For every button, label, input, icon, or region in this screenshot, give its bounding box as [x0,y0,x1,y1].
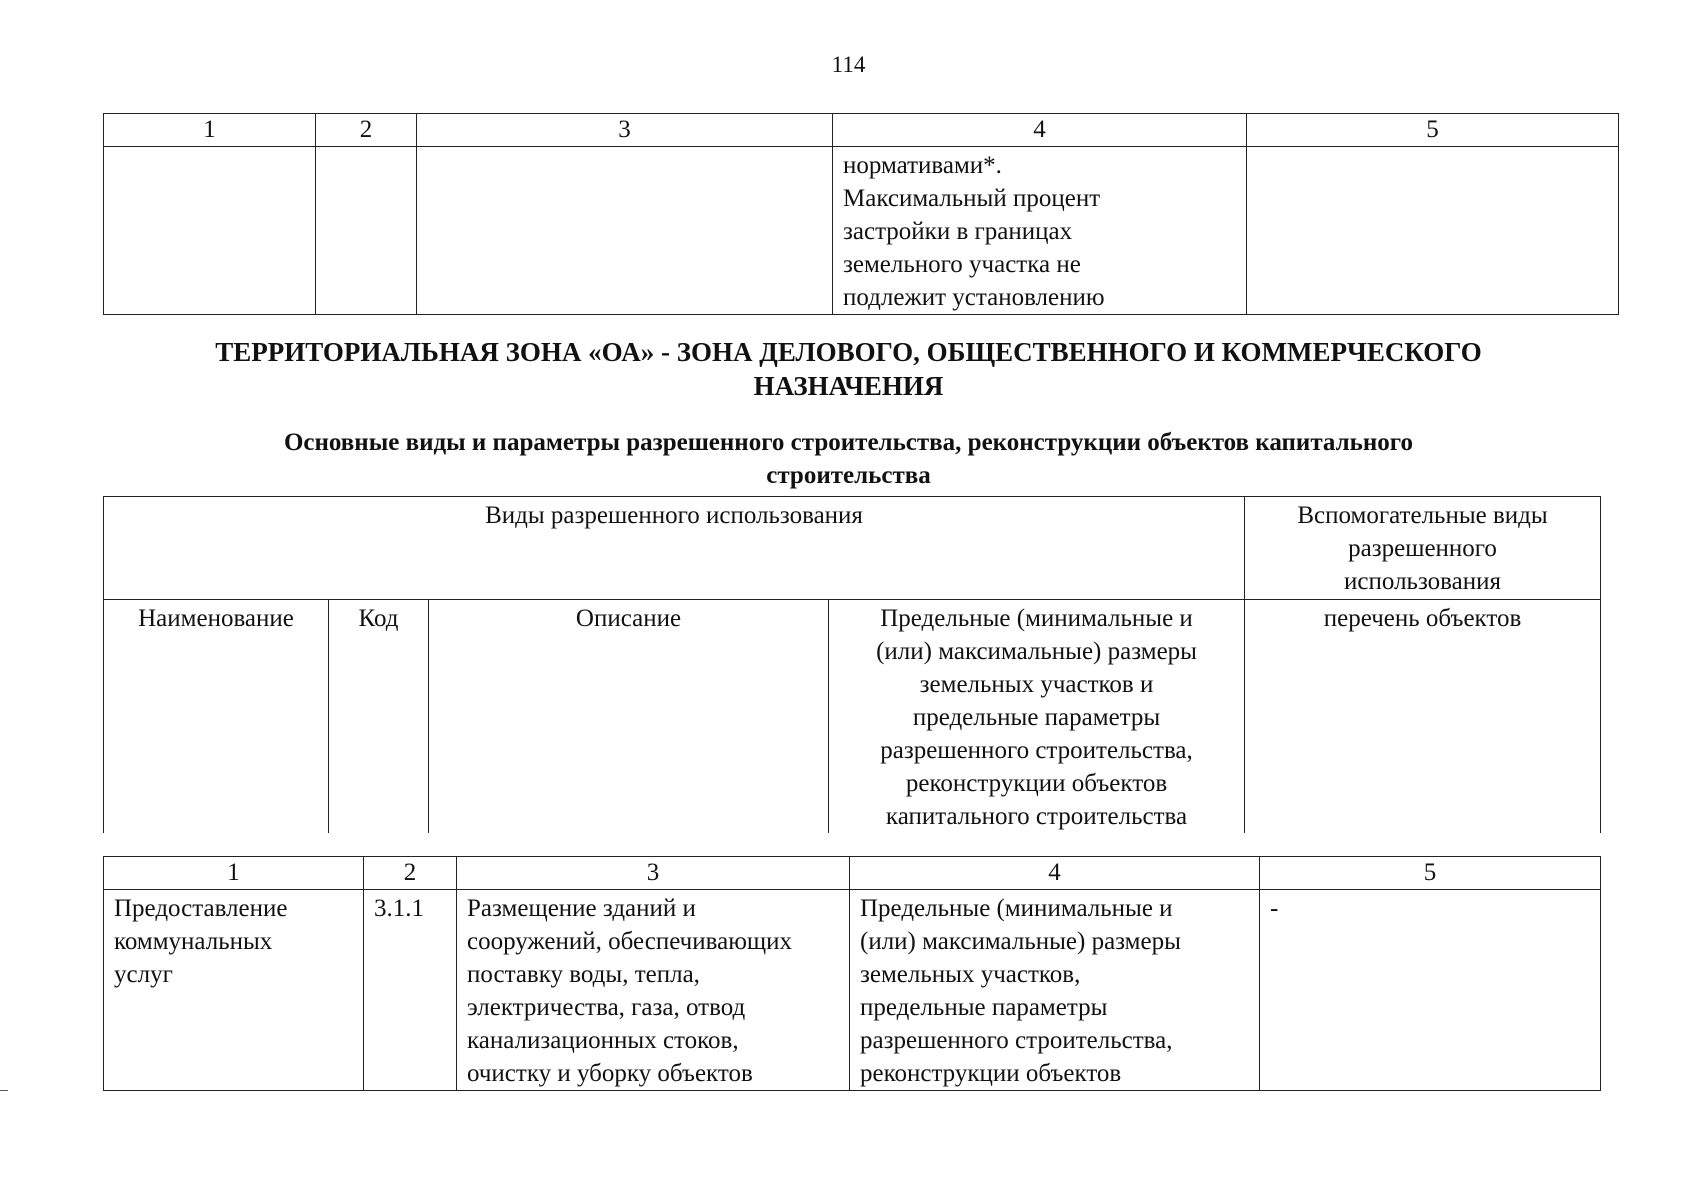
header-col-description: Описание [429,600,829,834]
use-aux-cell: - [1260,890,1601,1091]
header-col-limits [829,600,1245,834]
text-line: сооружений, обеспечивающих [467,928,792,955]
text-line: подлежит установлению [843,284,1105,311]
text-line: Предоставление [114,895,288,922]
text-line: нормативами*. [843,152,1002,179]
use-description-cell [457,890,850,1091]
zone-title-line: НАЗНАЧЕНИЯ [753,371,944,401]
column-number: 2 [316,114,417,147]
subsection-title-line: Основные виды и параметры разрешенного строительства, реконструкции объектов капитального [283,429,1414,456]
table-cell [316,147,417,315]
text-line: электричества, газа, отвод [467,994,746,1021]
text-line: разрешенного строительства, [860,1027,1173,1054]
header-col-name: Наименование [104,600,329,834]
table-cell [417,147,833,315]
text-line: капитального строительства [885,803,1188,830]
zone-title [0,335,1697,403]
text-line: реконструкции объектов [860,1060,1122,1087]
text-line: Вспомогательные виды [1297,502,1548,529]
header-columns-row [104,600,1601,834]
text-line: застройки в границах [843,218,1073,245]
text-line: предельные параметры [912,704,1161,731]
column-number-row [104,114,1619,147]
page-number: 114 [831,52,866,77]
subsection-title-line: строительства [766,462,931,489]
text-line: канализационных стоков, [467,1027,739,1054]
column-number: 1 [104,857,364,890]
header-col-aux-list: перечень объектов [1245,600,1601,834]
text-line: (или) максимальные) размеры [860,928,1181,955]
header-col-code: Код [329,600,429,834]
text-line: земельных участков и [919,671,1154,698]
subsection-title [0,426,1697,492]
text-line: Предельные (минимальные и [880,605,1193,632]
column-number: 4 [850,857,1260,890]
column-number: 1 [104,114,316,147]
data-table [103,856,1601,1091]
text-line: разрешенного [1348,535,1497,562]
use-name-cell [104,890,364,1091]
column-number: 3 [417,114,833,147]
text-line: Размещение зданий и [467,895,696,922]
text-line: (или) максимальные) размеры [876,638,1197,665]
table-cell [104,147,316,315]
text-line: поставку воды, тепла, [467,961,700,988]
text-line: использования [1344,568,1502,595]
text-line: Максимальный процент [843,185,1101,212]
column-number: 2 [364,857,457,890]
header-table [103,496,1601,833]
zone-title-line: ТЕРРИТОРИАЛЬНАЯ ЗОНА «ОА» - ЗОНА ДЕЛОВОГО, ОБЩЕСТВЕННОГО И КОММЕРЧЕСКОГО [215,337,1482,367]
table-cell [1247,147,1619,315]
limits-text-cell [833,147,1247,315]
header-group-row [104,497,1601,600]
text-line: очистку и уборку объектов [467,1060,753,1087]
table-row [104,147,1619,315]
column-number: 5 [1260,857,1601,890]
continuation-table [103,113,1619,315]
column-number: 3 [457,857,850,890]
header-group-main: Виды разрешенного использования [104,497,1245,600]
margin-mark [0,1090,8,1091]
text-line: земельного участка не [843,251,1081,278]
text-line: услуг [114,961,173,988]
header-group-aux [1245,497,1601,600]
text-line: Предельные (минимальные и [860,895,1173,922]
text-line: земельных участков, [860,961,1081,988]
column-number-row [104,857,1601,890]
text-line: коммунальных [114,928,273,955]
column-number: 4 [833,114,1247,147]
table-row [104,890,1601,1091]
use-limits-cell [850,890,1260,1091]
column-number: 5 [1247,114,1619,147]
use-code-cell: 3.1.1 [364,890,457,1091]
text-line: реконструкции объектов [905,770,1168,797]
text-line: разрешенного строительства, [880,737,1193,764]
text-line: предельные параметры [860,994,1108,1021]
